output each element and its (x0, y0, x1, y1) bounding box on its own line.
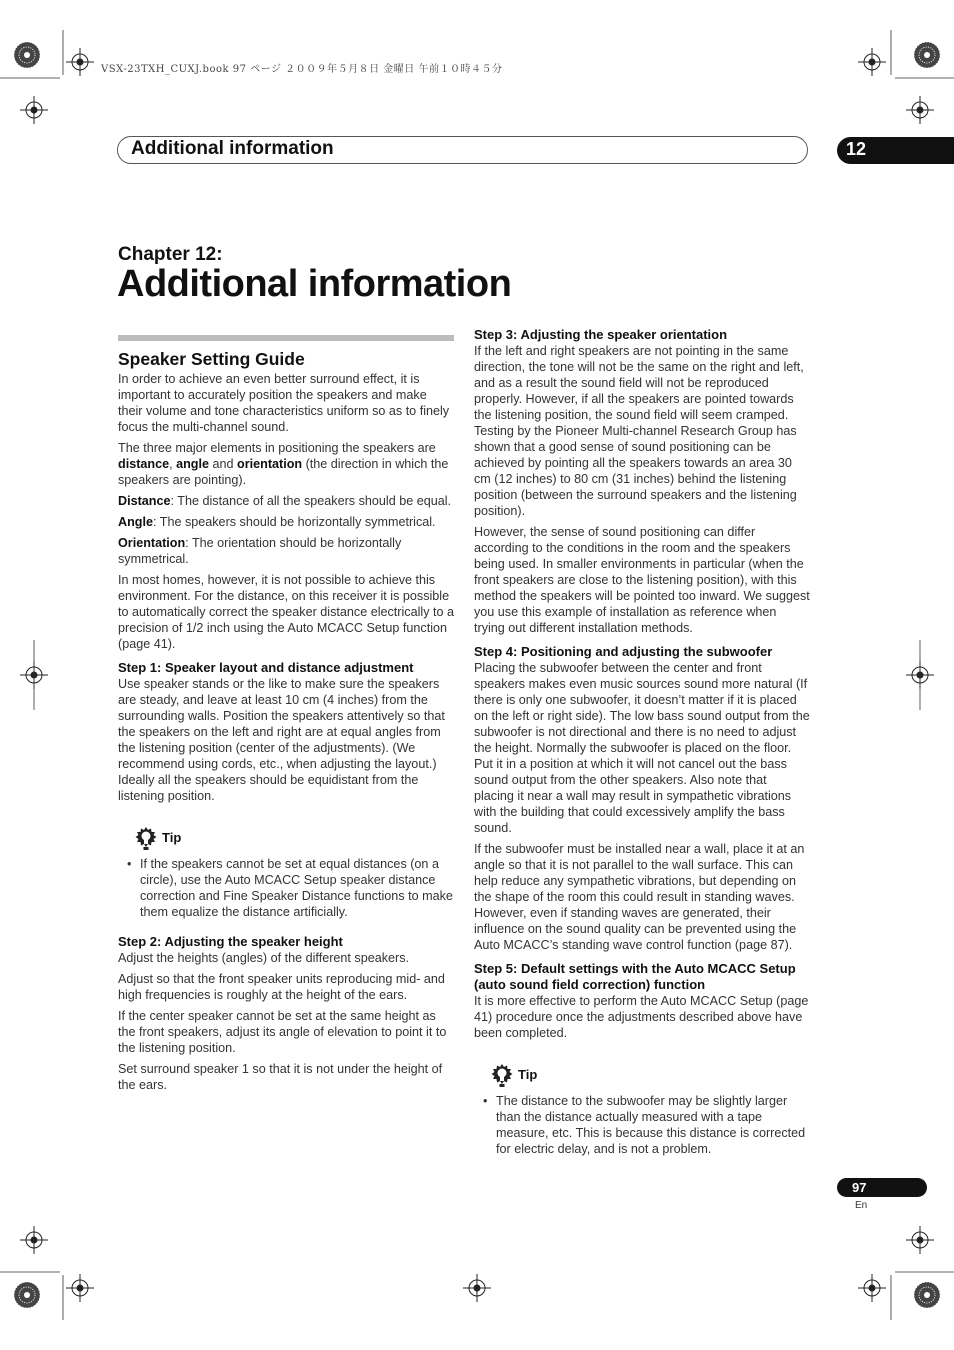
header-title: Additional information (131, 138, 334, 159)
step4-paragraph-2: If the subwoofer must be installed near a wall, place it at an angle so that it is not parallel to the wall surface. This can help reduce any sympathetic vibrations, but depending on the shape of the room this could result in standing waves. However, even if standing waves are generated, their influence on the sound quality can be prevented using the Auto MCACC’s standing wave control function (page 87). (474, 842, 805, 952)
step1-paragraph: Use speaker stands or the like to make sure the speakers are steady, and leave at least 10 cm (4 inches) from the surrounding walls. Position the speakers attentively so that the speakers on the left and right are at equal angles from the listening position (center of the adjustments). (We recommend using cords, etc., when adjusting the layout.) Ideally all the speakers should be equidistant from the listening position. (118, 677, 445, 803)
chapter-label: Chapter 12: (118, 244, 223, 265)
step1-heading: Step 1: Speaker layout and distance adjustment (118, 660, 414, 675)
chapter-number: 12 (846, 139, 867, 159)
tip-box (118, 826, 454, 920)
page-number: 97 (852, 1180, 867, 1195)
tip-item: • If the speakers cannot be set at equal distances (on a circle), use the Auto MCACC Setup speaker distance correction and Fine Speaker Distance functions to make them equalize the distance artificially. (118, 856, 454, 920)
chapter-title: Additional information (117, 263, 512, 305)
tip-label: Tip (518, 1067, 538, 1082)
lightbulb-icon (490, 1063, 514, 1087)
step4-paragraph-1: Placing the subwoofer between the center and front speakers makes even music sources sound more natural (If there is only one subwoofer, it doesn’t matter if it is placed on the left or right side). The low bass sound output from the subwoofer is not directional and there is no need to adjust the height. Normally the subwoofer is placed on the floor. Put it in a position at which it will not cancel out the bass sound output from the other speakers. Also note that placing it near a wall may result in sympathetic vibrations with the building that could excessively amplify the bass sound. (474, 661, 810, 835)
lightbulb-icon (134, 826, 158, 850)
angle-paragraph: Angle: The speakers should be horizontally symmetrical. (118, 515, 436, 529)
tip-label: Tip (162, 830, 182, 845)
orientation-paragraph: Orientation: The orientation should be horizontally symmetrical. (118, 536, 402, 566)
step3-paragraph-2: However, the sense of sound positioning can differ according to the conditions in the room and the speakers being used. In smaller environments in particular (when the front speakers are close to the listening position), with this method the speakers will be pointed too inward. We suggest you use this example of installation as reference when trying out different installation methods. (474, 525, 810, 635)
elements-paragraph: The three major elements in positioning the speakers are distance, angle and orientation (the direction in which the speakers are pointing). (118, 441, 449, 487)
section-rule (118, 335, 454, 341)
tip-item: • The distance to the subwoofer may be slightly larger than the distance actually measured with a tape measure, etc. This is because this distance is corrected for electric delay, and is not a problem. (474, 1093, 810, 1157)
step2-paragraph-4: Set surround speaker 1 so that it is not under the height of the ears. (118, 1062, 443, 1092)
step5-heading: Step 5: Default settings with the Auto MCACC Setup (auto sound field correction) function (474, 961, 796, 992)
right-column (474, 327, 810, 1171)
page-number-tab (837, 1178, 927, 1197)
file-info: VSX-23TXH_CUXJ.book 97 ページ ２００９年５月８日 金曜日 午前１０時４５分 (101, 64, 503, 75)
intro-paragraph: In order to achieve an even better surround effect, it is important to accurately position the speakers and make their volume and tone characteristics uniform so as to finely focus the multi-channel sound. (118, 372, 450, 434)
left-column (118, 335, 454, 1098)
tip-box (474, 1063, 810, 1157)
distance-paragraph: Distance: The distance of all the speakers should be equal. (118, 494, 452, 508)
step2-paragraph-2: Adjust so that the front speaker units reproducing mid- and high frequencies is roughly at the height of the ears. (118, 972, 445, 1002)
page-language: En (855, 1200, 868, 1211)
step2-paragraph-3: If the center speaker cannot be set at the same height as the front speakers, adjust its angle of elevation to point it to the listening position. (118, 1009, 447, 1055)
step3-heading: Step 3: Adjusting the speaker orientation (474, 327, 728, 342)
step4-heading: Step 4: Positioning and adjusting the subwoofer (474, 644, 773, 659)
step3-paragraph-1: If the left and right speakers are not pointing in the same direction, the tone will not be the same on the right and left, and as a result the sound field will not be reproduced properly. However, if all the speakers are pointed towards the listening position, the sound field will seem cramped. Testing by the Pioneer Multi-channel Research Group has shown that a good sense of sound positioning can be achieved by pointing all the speakers towards an area 30 cm (12 inches) to 80 cm (31 inches) behind the listening position (between the surround speakers and the listening position). (474, 344, 804, 518)
section-heading: Speaker Setting Guide (118, 349, 305, 369)
step5-paragraph: It is more effective to perform the Auto MCACC Setup (page 41) procedure once the adjustments described above have been completed. (474, 994, 809, 1040)
step2-heading: Step 2: Adjusting the speaker height (118, 934, 343, 949)
step2-paragraph-1: Adjust the heights (angles) of the different speakers. (118, 951, 409, 965)
homes-paragraph: In most homes, however, it is not possible to achieve this environment. For the distance, on this receiver it is possible to automatically correct the speaker distance electrically to a precision of 1/2 inch using the Auto MCACC Setup function (page 41). (118, 573, 454, 651)
